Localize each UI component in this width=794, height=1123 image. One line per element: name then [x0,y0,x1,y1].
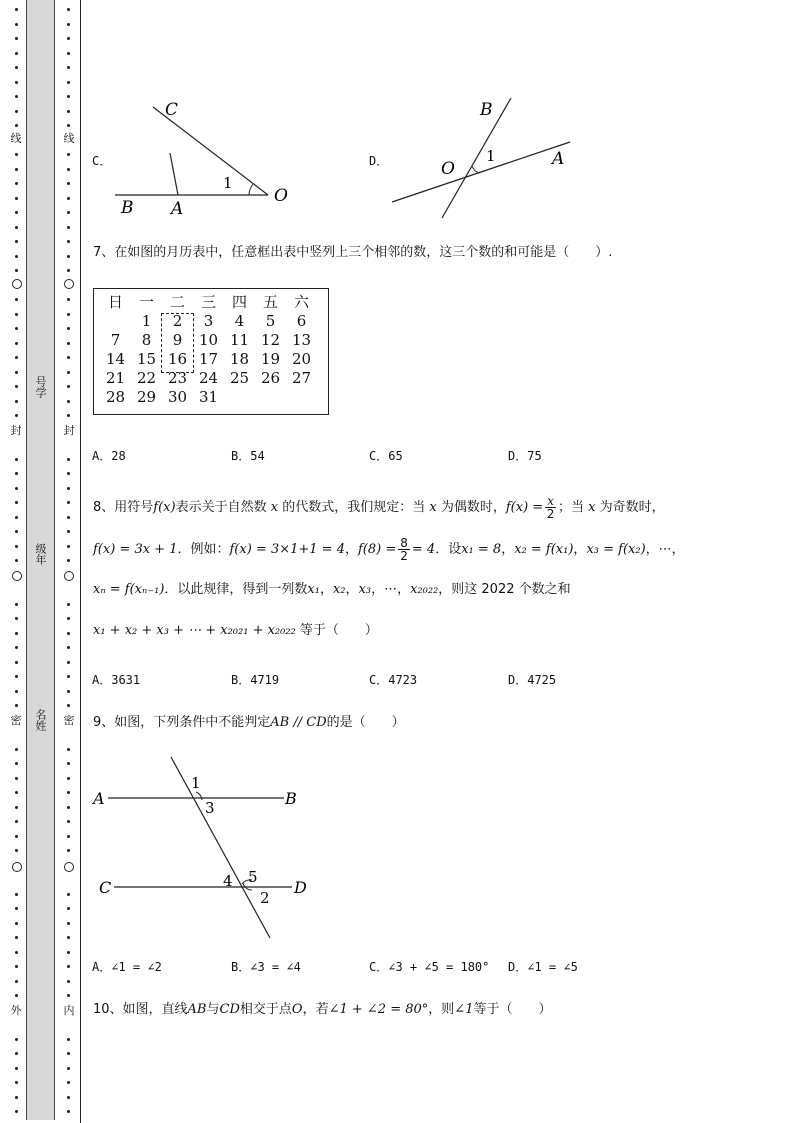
calendar-cell: 3 [203,312,214,330]
dot-mark [67,806,70,809]
dot-mark [15,893,18,896]
dot-mark [67,66,70,69]
question-8-line-2 [93,537,685,562]
dot-mark [67,211,70,214]
angle-4-label: 4 [223,872,233,890]
dot-mark [15,1081,18,1084]
text: 的代数式，我们规定：当 [282,500,426,515]
dot-mark [15,327,18,330]
dot-mark [15,762,18,765]
dot-mark [15,690,18,693]
point-c: C [165,100,179,120]
dot-mark [67,269,70,272]
math: AB // CD [270,715,327,730]
dot-mark [15,298,18,301]
calendar-cell: 26 [260,369,281,387]
q9-option-b: B．∠3 = ∠4 [231,960,301,974]
math: ∠1 + ∠2 = 80° [328,1002,429,1017]
calendar-cell: 8 [141,331,152,349]
calendar-row [100,388,317,407]
dot-mark [15,907,18,910]
math: ∠1 [454,1002,474,1017]
option-c-label: C． [92,154,112,168]
math: xₙ = f(xₙ₋₁) [93,582,165,597]
calendar-cell: 21 [105,369,126,387]
dot-mark [15,124,18,127]
dot-mark [67,777,70,780]
point-d: D [294,878,307,897]
dot-mark [67,153,70,156]
point-b: B [285,789,297,808]
dot-mark [67,414,70,417]
dot-mark [15,52,18,55]
angle-2-label: 2 [260,889,270,907]
point-a: A [93,789,105,808]
dot-mark [67,762,70,765]
calendar-cell: 4 [234,312,245,330]
q7-option-b: B．54 [231,449,265,463]
calendar-cell: 25 [229,369,250,387]
dot-mark [67,748,70,751]
math: x [588,500,596,515]
dot-mark [15,1110,18,1113]
dot-mark [67,197,70,200]
dot-mark [15,530,18,533]
dot-mark [15,81,18,84]
calendar-cell: 28 [105,388,126,406]
text: 为奇数时， [599,500,665,515]
fraction [545,495,556,520]
inner-dotted-line [67,0,73,1123]
dot-mark [67,661,70,664]
point-c: C [99,878,112,897]
inner-circle-mark [64,571,74,581]
calendar-cell [255,388,286,407]
outer-seal-char-seal: 封 [10,424,22,437]
calendar-cell: 16 [167,350,188,368]
math: x₁ = 8 [461,542,502,557]
dot-mark [15,23,18,26]
angle-3-label: 3 [205,799,215,817]
q8-option-d: D．4725 [508,673,557,687]
dot-mark [15,458,18,461]
question-7-stem: 7、在如图的月历表中，任意框出表中竖列上三个相邻的数，这三个数的和可能是（ ）. [93,245,613,260]
calendar-cell: 5 [265,312,276,330]
math: x₁ + x₂ + x₃ + ⋯ + x₂₀₂₁ + x₂₀₂₂ [93,623,296,638]
dot-mark [15,617,18,620]
math: x [429,500,437,515]
calendar-cell: 18 [229,350,250,368]
dot-mark [67,487,70,490]
dot-mark [15,197,18,200]
dot-mark [67,893,70,896]
dot-mark [67,240,70,243]
dot-mark [15,965,18,968]
q7-option-d: D．75 [508,449,542,463]
dot-mark [67,603,70,606]
dot-mark [15,8,18,11]
dot-mark [67,356,70,359]
text: ，⋯， [645,542,685,557]
text: ， [319,582,333,597]
dot-mark [15,835,18,838]
outer-dotted-line [15,0,21,1123]
calendar-cell: 1 [141,312,152,330]
math: f(8) = [358,542,397,557]
dot-mark [67,1038,70,1041]
inner-seal-char-line: 线 [63,132,75,145]
q8-option-a: A．3631 [92,673,141,687]
dot-mark [15,1052,18,1055]
dot-mark [67,23,70,26]
text: ，若 [302,1002,329,1017]
angle-1-label: 1 [223,174,233,192]
option-d-label: D． [369,154,389,168]
q9-option-a: A．∠1 = ∠2 [92,960,162,974]
dot-mark [15,748,18,751]
calendar-row [100,331,317,350]
dot-mark [15,1096,18,1099]
math: CD [219,1002,240,1017]
dot-mark [67,95,70,98]
dot-mark [15,226,18,229]
calendar-cell: 30 [167,388,188,406]
dot-mark [15,414,18,417]
text: 的是（ ） [326,715,405,730]
denominator: 2 [546,507,555,521]
dot-mark [15,632,18,635]
calendar-cell [224,388,255,407]
point-o: O [274,186,288,206]
inner-seal-char-inside: 内 [63,1004,75,1017]
outer-circle-mark [12,279,22,289]
math: f(x) = 3×1+1 = 4 [229,542,345,557]
dot-mark [67,791,70,794]
dot-mark [67,385,70,388]
dot-mark [67,342,70,345]
numerator: 8 [400,536,408,550]
calendar-table [93,288,329,415]
calendar-cell: 19 [260,350,281,368]
dot-mark [67,371,70,374]
point-b: B [480,100,493,120]
dot-mark [15,400,18,403]
calendar-header-cell: 四 [231,293,247,311]
inner-seal-char-seal: 封 [63,424,75,437]
calendar-cell: 27 [291,369,312,387]
math: AB [187,1002,207,1017]
inner-circle-mark [64,279,74,289]
dot-mark [15,777,18,780]
calendar-header-cell: 日 [107,293,123,311]
outer-seal-char-secret: 密 [10,714,22,727]
dot-mark [67,530,70,533]
inner-seal-char-secret: 密 [63,714,75,727]
text: 等于（ ） [299,623,378,638]
math: O [291,1002,303,1017]
dot-mark [15,153,18,156]
dot-mark [15,1038,18,1041]
calendar-cell: 2 [172,312,183,330]
calendar-dashed-selection [161,313,194,373]
text: 为偶数时， [440,500,506,515]
dot-mark [15,820,18,823]
q9-option-d: D．∠1 = ∠5 [508,960,578,974]
dot-mark [15,255,18,258]
dot-mark [67,1110,70,1113]
calendar-header-cell: 二 [169,293,185,311]
dot-mark [15,182,18,185]
calendar-cell: 14 [105,350,126,368]
math: f(x) = [505,500,544,515]
math: f(x) = 3x + 1 [93,542,178,557]
outer-circle-mark [12,571,22,581]
text: 10、如图，直线 [93,1002,188,1017]
calendar-cell: 29 [136,388,157,406]
calendar-cell: 31 [198,388,219,406]
dot-mark [67,936,70,939]
grade-label: 级年 [34,543,47,565]
text: 与 [206,1002,220,1017]
figure-option-d [388,90,578,225]
outer-circle-mark [12,862,22,872]
calendar-cell: 23 [167,369,188,387]
calendar-cell: 10 [198,331,219,349]
dot-mark [67,1096,70,1099]
dot-mark [15,951,18,954]
question-8-line-4 [93,619,378,638]
dot-mark [15,37,18,40]
q7-option-a: A．28 [92,449,126,463]
dot-mark [67,226,70,229]
text: ， [344,542,358,557]
numerator: x [547,494,554,508]
dot-mark [15,994,18,997]
dot-mark [15,95,18,98]
dot-mark [67,994,70,997]
calendar-cell: 12 [260,331,281,349]
text: ， [345,582,359,597]
dot-mark [15,675,18,678]
text: 8、用符号 [93,500,154,515]
dot-mark [67,922,70,925]
dot-mark [15,661,18,664]
calendar-row [100,350,317,369]
dot-mark [15,545,18,548]
dot-mark [67,1081,70,1084]
dot-mark [67,675,70,678]
text: ， [501,542,515,557]
dot-mark [67,516,70,519]
dot-mark [67,907,70,910]
calendar-row [100,369,317,388]
angle-1-label: 1 [191,774,201,792]
math: x₂ [332,582,346,597]
dot-mark [67,690,70,693]
calendar-cell: 17 [198,350,219,368]
dot-mark [15,806,18,809]
dot-mark [15,168,18,171]
text: 等于（ ） [473,1002,552,1017]
point-a: A [552,149,565,169]
dot-mark [67,1052,70,1055]
dot-mark [67,545,70,548]
dot-mark [15,791,18,794]
math: x₂ = f(x₁) [514,542,574,557]
dot-mark [67,255,70,258]
dot-mark [67,501,70,504]
calendar-cell: 9 [172,331,183,349]
outer-seal-char-outside: 外 [10,1004,22,1017]
dot-mark [15,66,18,69]
dot-mark [67,704,70,707]
dot-mark [67,110,70,113]
dot-mark [15,603,18,606]
text: ，则这 2022 个数之和 [438,582,571,597]
angle-5-label: 5 [248,868,258,886]
figure-parallel-lines [92,752,322,942]
dot-mark [15,922,18,925]
math: x [270,500,279,515]
dot-mark [15,704,18,707]
text: ；当 [557,500,584,515]
dot-mark [67,182,70,185]
angle-1-label: 1 [486,147,496,165]
q8-option-c: C．4723 [369,673,418,687]
dot-mark [15,371,18,374]
dot-mark [67,52,70,55]
dot-mark [15,313,18,316]
dot-mark [67,37,70,40]
name-label: 名姓 [34,709,47,731]
text: 相交于点 [239,1002,292,1017]
dot-mark [15,849,18,852]
dot-mark [67,313,70,316]
dot-mark [67,168,70,171]
dot-mark [67,458,70,461]
dot-mark [67,980,70,983]
figure-option-c [110,95,300,220]
inner-circle-mark [64,862,74,872]
dot-mark [15,269,18,272]
text: 9、如图，下列条件中不能判定 [93,715,271,730]
dot-mark [67,646,70,649]
dot-mark [15,211,18,214]
calendar-header-cell: 六 [293,293,309,311]
binding-border-line [80,0,81,1123]
dot-mark [67,472,70,475]
dot-mark [67,124,70,127]
dot-mark [67,632,70,635]
dot-mark [15,1067,18,1070]
dot-mark [15,487,18,490]
calendar-cell: 20 [291,350,312,368]
dot-mark [15,980,18,983]
question-9-stem [93,711,405,730]
text: ， [573,542,587,557]
calendar-cell: 11 [229,331,250,349]
question-8-line-1 [93,495,665,520]
math: f(x) [153,500,176,515]
dot-mark [15,646,18,649]
math: = 4 [411,542,436,557]
calendar-header-cell: 一 [138,293,154,311]
math: x₃ = f(x₂) [586,542,646,557]
math: x₃ [358,582,372,597]
student-id-label: 号学 [34,376,47,398]
dot-mark [15,110,18,113]
text: ．以此规律，得到一列数 [164,582,308,597]
dot-mark [67,400,70,403]
dot-mark [15,472,18,475]
dot-mark [67,298,70,301]
dot-mark [15,936,18,939]
calendar-row [100,312,317,331]
q8-option-b: B．4719 [231,673,280,687]
calendar-header-cell: 五 [262,293,278,311]
calendar-header-cell: 三 [200,293,216,311]
q7-option-c: C．65 [369,449,403,463]
math: x₁ [307,582,320,597]
dot-mark [15,240,18,243]
calendar-cell [100,312,131,331]
dot-mark [67,1067,70,1070]
calendar-cell: 15 [136,350,157,368]
dot-mark [67,951,70,954]
point-a: A [171,199,184,219]
text: 表示关于自然数 [175,500,267,515]
dot-mark [15,559,18,562]
point-b: B [121,198,134,218]
dot-mark [15,342,18,345]
q9-option-c: C．∠3 + ∠5 = 180° [369,960,490,974]
dot-mark [67,81,70,84]
calendar-cell: 13 [291,331,312,349]
dot-mark [15,516,18,519]
text: ，则 [428,1002,455,1017]
text: ．例如： [177,542,230,557]
point-o: O [441,159,455,179]
dot-mark [67,965,70,968]
dot-mark [67,820,70,823]
dot-mark [67,559,70,562]
outer-seal-char-line: 线 [10,132,22,145]
dot-mark [67,8,70,11]
question-8-line-3 [93,578,571,597]
calendar-cell: 7 [110,331,121,349]
dot-mark [67,617,70,620]
dot-mark [67,327,70,330]
dot-mark [67,835,70,838]
calendar-cell: 24 [198,369,219,387]
dot-mark [15,356,18,359]
dot-mark [67,849,70,852]
denominator: 2 [400,549,408,563]
calendar-cell [286,388,317,407]
dot-mark [15,501,18,504]
text: ．设 [435,542,462,557]
calendar-cell: 6 [296,312,307,330]
dot-mark [15,385,18,388]
question-10-stem [93,998,551,1017]
fraction [398,537,410,562]
text: ，⋯， [371,582,411,597]
calendar-cell: 22 [136,369,157,387]
math: x₂₀₂₂ [410,582,439,597]
